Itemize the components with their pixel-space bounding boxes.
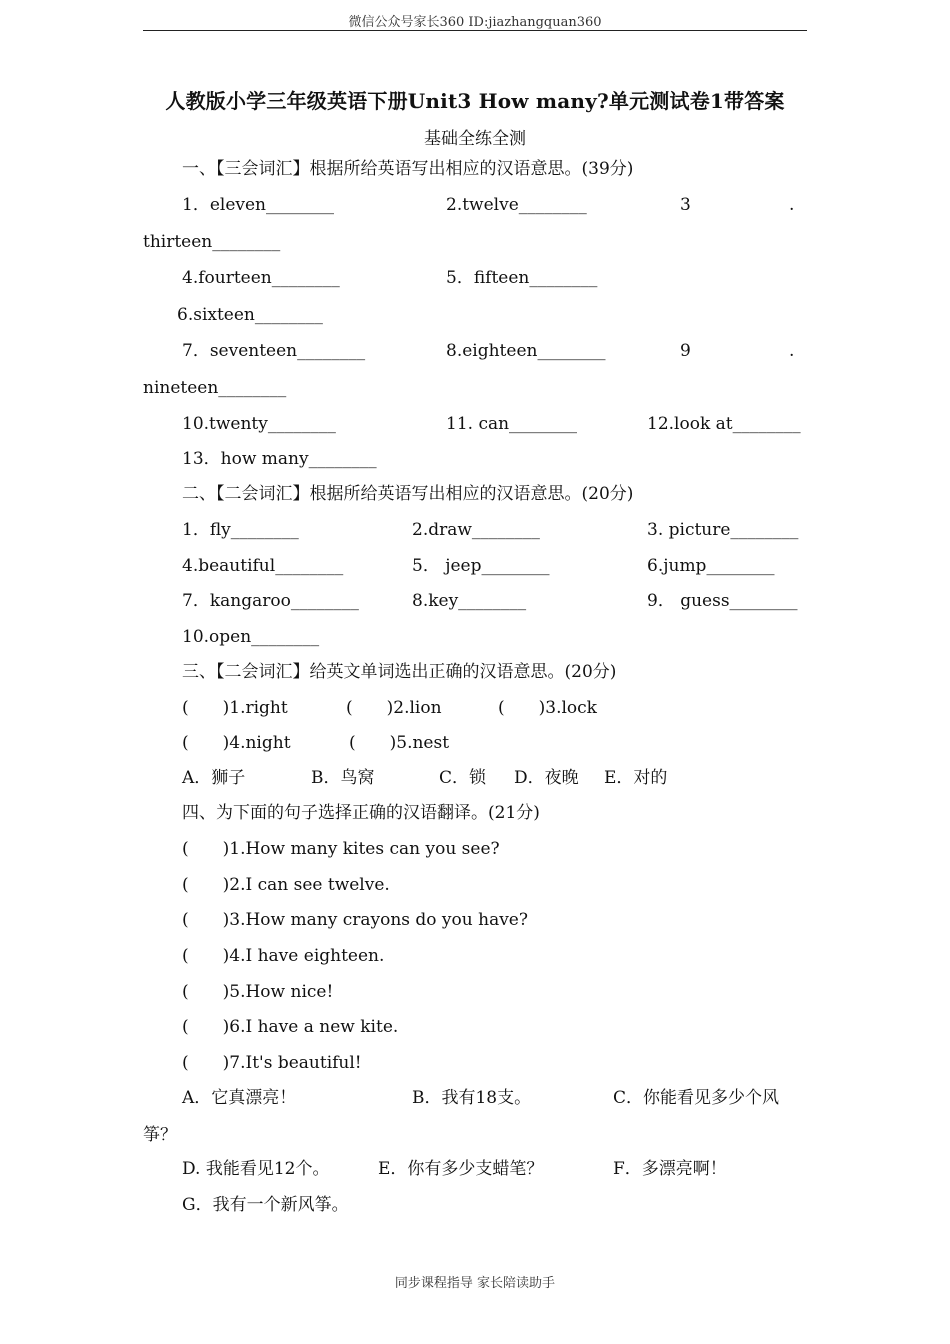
vocab-item: 10.twenty________ bbox=[182, 414, 336, 434]
section3-title: 三、【二会词汇】给英文单词选出正确的汉语意思。(20分) bbox=[182, 662, 617, 682]
vocab-item: 13．how many________ bbox=[182, 449, 377, 469]
sentence-item: ( )1.How many kites can you see? bbox=[182, 839, 500, 859]
section1-row bbox=[0, 447, 950, 471]
section2-row bbox=[0, 482, 950, 506]
option-item: B．鸟窝 bbox=[311, 768, 375, 788]
vocab-item: 9． guess________ bbox=[647, 591, 798, 611]
sentence-item: ( )4.I have eighteen. bbox=[182, 946, 385, 966]
vocab-item: 8.key________ bbox=[412, 591, 527, 611]
section4-row bbox=[0, 1086, 950, 1110]
option-item: C．锁 bbox=[439, 768, 487, 788]
section1-title: 一、【三会词汇】根据所给英语写出相应的汉语意思。(39分) bbox=[182, 159, 634, 179]
vocab-item: 9 bbox=[680, 341, 691, 361]
vocab-item: 3. picture________ bbox=[647, 520, 799, 540]
page-header: 微信公众号家长360 ID:jiazhangquan360 bbox=[348, 15, 602, 30]
section1-row bbox=[0, 376, 950, 400]
choice-item: ( )4.night bbox=[182, 733, 291, 753]
vocab-item: 7．kangaroo________ bbox=[182, 591, 359, 611]
section3-row bbox=[0, 696, 950, 720]
option-item: D. 我能看见12个。 bbox=[182, 1159, 330, 1179]
section4-row bbox=[0, 944, 950, 968]
option-item: E．你有多少支蜡笔？ bbox=[378, 1159, 544, 1179]
vocab-item: 1．fly________ bbox=[182, 520, 299, 540]
page-footer: 同步课程指导 家长陪读助手 bbox=[394, 1276, 556, 1291]
sentence-item: ( )6.I have a new kite. bbox=[182, 1017, 399, 1037]
vocab-item: . bbox=[789, 341, 795, 361]
section1-row bbox=[0, 412, 950, 436]
section1-row bbox=[0, 157, 950, 181]
vocab-item: 5． jeep________ bbox=[412, 556, 550, 576]
choice-item: ( )1.right bbox=[182, 698, 288, 718]
vocab-item: nineteen________ bbox=[143, 378, 287, 398]
sentence-item: ( )2.I can see twelve. bbox=[182, 875, 390, 895]
option-item: G．我有一个新风筝。 bbox=[182, 1195, 349, 1215]
section4-row bbox=[0, 1051, 950, 1075]
sentence-item: ( )5.How nice! bbox=[182, 982, 334, 1002]
vocab-item: . bbox=[789, 195, 795, 215]
document-title: 人教版小学三年级英语下册Unit3 How many?单元测试卷1带答案 bbox=[165, 89, 785, 113]
section1-row bbox=[0, 230, 950, 254]
option-item: E．对的 bbox=[604, 768, 668, 788]
section3-row bbox=[0, 731, 950, 755]
section4-row bbox=[0, 908, 950, 932]
choice-item: ( )3.lock bbox=[498, 698, 597, 718]
section2-row bbox=[0, 518, 950, 542]
section4-row bbox=[0, 801, 950, 825]
vocab-item: 12.look at________ bbox=[647, 414, 801, 434]
vocab-item: 4.beautiful________ bbox=[182, 556, 344, 576]
sentence-item: ( )3.How many crayons do you have? bbox=[182, 910, 528, 930]
vocab-item: 2.twelve________ bbox=[446, 195, 587, 215]
vocab-item: 5．fifteen________ bbox=[446, 268, 598, 288]
vocab-item: 3 bbox=[680, 195, 691, 215]
section4-row bbox=[0, 1157, 950, 1181]
option-item: A．狮子 bbox=[182, 768, 246, 788]
sentence-item: ( )7.It's beautiful! bbox=[182, 1053, 362, 1073]
section3-row bbox=[0, 660, 950, 684]
option-item: B．我有18支。 bbox=[412, 1088, 532, 1108]
document-subtitle: 基础全练全测 bbox=[424, 129, 526, 149]
section4-row bbox=[0, 1123, 950, 1147]
vocab-item: 10.open________ bbox=[182, 627, 320, 647]
section4-row bbox=[0, 837, 950, 861]
section2-row bbox=[0, 625, 950, 649]
vocab-item: 6.jump________ bbox=[647, 556, 775, 576]
vocab-item: 11. can________ bbox=[446, 414, 578, 434]
section4-row bbox=[0, 1193, 950, 1217]
section2-row bbox=[0, 589, 950, 613]
vocab-item: thirteen________ bbox=[143, 232, 281, 252]
option-item: C．你能看见多少个风 bbox=[613, 1088, 780, 1108]
section4-title: 四、为下面的句子选择正确的汉语翻译。(21分) bbox=[182, 803, 540, 823]
option-item: D．夜晚 bbox=[514, 768, 579, 788]
section3-row bbox=[0, 766, 950, 790]
option-item: 筝？ bbox=[143, 1125, 177, 1145]
choice-item: ( )5.nest bbox=[349, 733, 450, 753]
section1-row bbox=[0, 303, 950, 327]
section2-row bbox=[0, 554, 950, 578]
section4-row bbox=[0, 980, 950, 1004]
vocab-item: 8.eighteen________ bbox=[446, 341, 606, 361]
section4-row bbox=[0, 1015, 950, 1039]
vocab-item: 7．seventeen________ bbox=[182, 341, 366, 361]
section1-row bbox=[0, 193, 950, 217]
vocab-item: 1．eleven________ bbox=[182, 195, 334, 215]
vocab-item: 2.draw________ bbox=[412, 520, 540, 540]
section4-row bbox=[0, 873, 950, 897]
choice-item: ( )2.lion bbox=[346, 698, 442, 718]
vocab-item: 6.sixteen________ bbox=[177, 305, 323, 325]
section1-row bbox=[0, 339, 950, 363]
vocab-item: 4.fourteen________ bbox=[182, 268, 340, 288]
section2-title: 二、【二会词汇】根据所给英语写出相应的汉语意思。(20分) bbox=[182, 484, 634, 504]
section1-row bbox=[0, 266, 950, 290]
header-divider bbox=[143, 30, 807, 31]
option-item: F．多漂亮啊！ bbox=[613, 1159, 727, 1179]
option-item: A．它真漂亮！ bbox=[182, 1088, 297, 1108]
